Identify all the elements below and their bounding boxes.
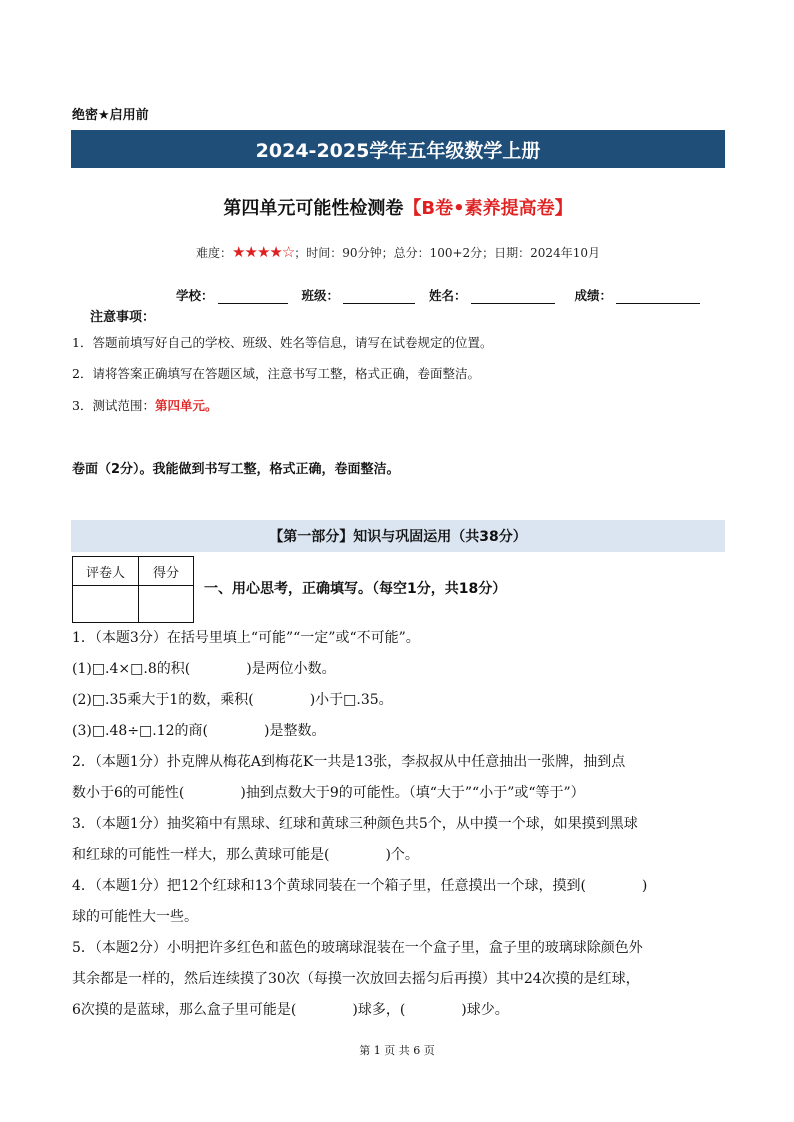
section-title: 一、用心思考，正确填写。（每空1分，共18分） [204, 581, 507, 597]
difficulty-stars [232, 243, 294, 261]
question-line: 球的可能性大一些。 [72, 909, 198, 925]
surface-statement: 卷面（2分）。我能做到书写工整，格式正确，卷面整洁。 [72, 462, 400, 477]
question-line: 4．（本题1分）把12个红球和13个黄球同装在一个箱子里，任意摸出一个球，摸到( ) [72, 878, 648, 894]
filled-star-icon: ★ [232, 243, 245, 261]
question-line: 2．（本题1分）扑克牌从梅花A到梅花K一共是13张，李叔叔从中任意抽出一张牌，抽到点 [72, 754, 626, 770]
question-line: 6次摸的是蓝球，那么盒子里可能是( )球多，( )球少。 [72, 1002, 509, 1018]
school-label: 学校： [176, 288, 214, 303]
note-item: 1．答题前填写好自己的学校、班级、姓名等信息，请写在试卷规定的位置。 [72, 335, 493, 350]
exam-meta [71, 243, 725, 261]
score-cell[interactable] [139, 586, 194, 623]
exam-banner [71, 130, 725, 168]
filled-star-icon: ★ [269, 243, 282, 261]
notes-heading: 注意事项： [90, 310, 156, 325]
note-item [72, 396, 217, 414]
score-blank[interactable] [616, 289, 700, 304]
question-line: (2)□.35乘大于1的数，乘积( )小于□.35。 [72, 692, 393, 708]
banner-title: 2024-2025学年五年级数学上册 [255, 139, 541, 162]
question-line: 数小于6的可能性( )抽到点数大于9的可能性。（填“大于”“小于”或“等于”） [72, 785, 585, 801]
school-blank[interactable] [218, 289, 288, 304]
class-field [302, 286, 416, 304]
student-info-fields [176, 286, 714, 304]
name-field [429, 286, 555, 304]
filled-star-icon: ★ [244, 243, 257, 261]
question-line: 其余都是一样的，然后连续摸了30次（每摸一次放回去摇匀后再摸）其中24次摸的是红球， [72, 971, 640, 987]
question-line: (3)□.48÷□.12的商( )是整数。 [72, 723, 326, 739]
class-label: 班级： [301, 288, 340, 303]
question-line: 5．（本题2分）小明把许多红色和蓝色的玻璃球混装在一个盒子里，盒子里的玻璃球除颜色外 [72, 940, 643, 956]
page-footer: 第 1 页 共 6 页 [359, 1044, 435, 1057]
subtitle-main: 第四单元可能性检测卷 [223, 198, 404, 219]
part-one-title: 【第一部分】知识与巩固运用（共38分） [269, 529, 527, 545]
reviewer-header: 评卷人 [73, 557, 139, 586]
score-label: 成绩： [574, 288, 613, 303]
name-label: 姓名： [429, 288, 467, 303]
question-line: 和红球的可能性一样大，那么黄球可能是( )个。 [72, 847, 419, 863]
confidential-label: 绝密★启用前 [72, 108, 149, 123]
note-item: 2．请将答案正确填写在答题区域，注意书写工整，格式正确，卷面整洁。 [72, 366, 480, 381]
question-line: (1)□.4×□.8的积( )是两位小数。 [72, 661, 336, 677]
score-header: 得分 [139, 557, 194, 586]
question-line: 1．（本题3分）在括号里填上“可能”“一定”或“不可能”。 [72, 630, 420, 646]
empty-star-icon: ☆ [281, 243, 295, 261]
note-range-label: 3．测试范围： [72, 398, 155, 413]
reviewer-cell[interactable] [73, 586, 139, 623]
score-field [575, 286, 701, 304]
name-blank[interactable] [471, 289, 555, 304]
school-field [176, 286, 288, 304]
question-line: 3．（本题1分）抽奖箱中有黑球、红球和黄球三种颜色共5个，从中摸一个球，如果摸到黑球 [72, 816, 638, 832]
note-range-value: 第四单元。 [154, 398, 218, 413]
filled-star-icon: ★ [256, 243, 270, 261]
difficulty-label: 难度： [196, 246, 233, 260]
subtitle-volume: 【B卷•素养提高卷】 [403, 198, 573, 219]
exam-subtitle [71, 194, 725, 220]
meta-details: ；时间：90分钟；总分：100+2分；日期：2024年10月 [294, 246, 600, 260]
part-one-header [71, 520, 725, 552]
score-table [72, 556, 194, 623]
class-blank[interactable] [343, 289, 415, 304]
